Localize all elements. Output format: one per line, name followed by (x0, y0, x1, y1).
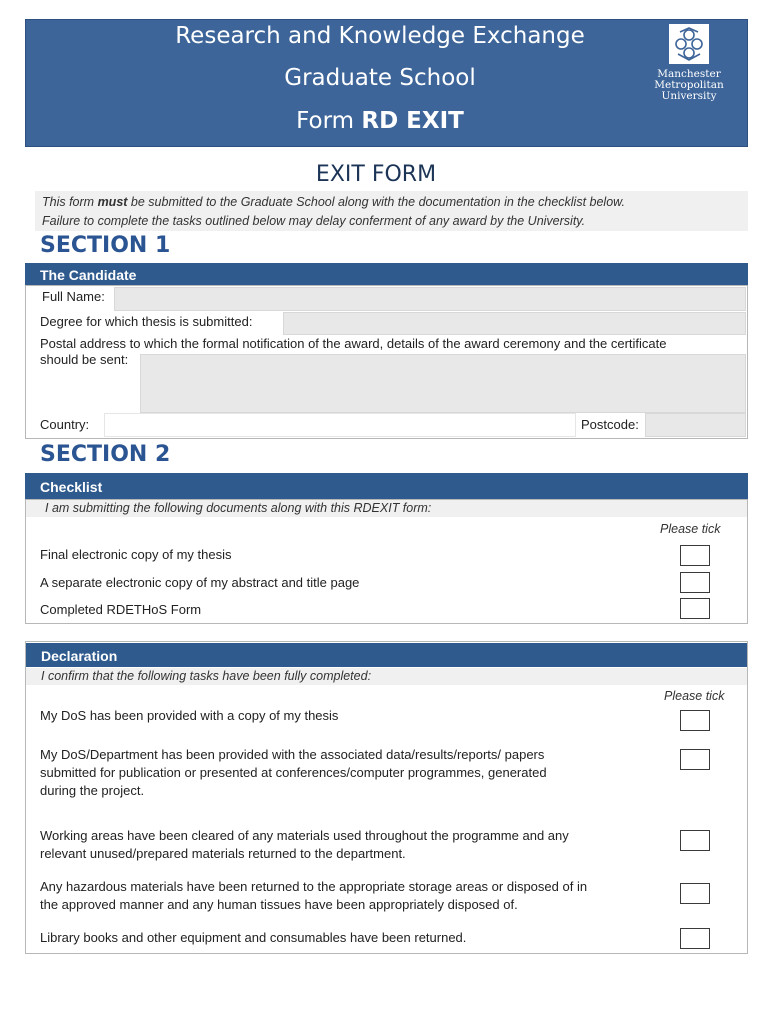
declaration-item: My DoS has been provided with a copy of my thesis (40, 708, 339, 723)
checklist-rdethos-checkbox[interactable] (680, 598, 710, 619)
postal-address-field[interactable] (140, 354, 746, 413)
declaration-hazardous-checkbox[interactable] (680, 883, 710, 904)
postcode-field[interactable] (645, 413, 746, 437)
declaration-working-areas-checkbox[interactable] (680, 830, 710, 851)
checklist-thesis-checkbox[interactable] (680, 545, 710, 566)
declaration-library-checkbox[interactable] (680, 928, 710, 949)
postal-address-label: Postal address to which the formal notification of the award, details of the award ceremony and the certificate should be sent: (40, 336, 667, 367)
form-title: EXIT FORM (315, 162, 437, 187)
candidate-bar: The Candidate (25, 263, 748, 285)
header-form-code: Form RD EXIT (296, 108, 464, 134)
university-logo-icon (669, 24, 709, 64)
checklist-item: Final electronic copy of my thesis (40, 547, 232, 562)
full-name-field[interactable] (114, 287, 746, 311)
declaration-bar: Declaration (26, 643, 747, 667)
degree-field[interactable] (283, 312, 746, 335)
header-title: Research and Knowledge Exchange (175, 23, 585, 49)
section-2-title: SECTION 2 (40, 442, 171, 467)
checklist-note: I am submitting the following documents along with this RDEXIT form: (26, 500, 747, 517)
checklist-item: A separate electronic copy of my abstract and title page (40, 575, 360, 590)
declaration-note: I confirm that the following tasks have been fully completed: (26, 668, 747, 685)
intro-line-1: This form must be submitted to the Graduate School along with the documentation in the checklist below. (42, 195, 625, 209)
declaration-item: Any hazardous materials have been returned to the appropriate storage areas or disposed of in the approved manner and any human tissues have been appropriately disposed of. (40, 879, 588, 912)
university-logo-text: Manchester Metropolitan University (654, 68, 724, 102)
section-1-title: SECTION 1 (40, 233, 171, 258)
header-banner (25, 19, 748, 147)
intro-line-2: Failure to complete the tasks outlined below may delay conferment of any award by the University. (42, 214, 586, 228)
degree-label: Degree for which thesis is submitted: (40, 314, 253, 329)
checklist-item: Completed RDETHoS Form (40, 602, 202, 617)
declaration-item: My DoS/Department has been provided with the associated data/results/reports/ papers submitted for publication or presented at conferences/computer programmes, generated during the project. (40, 747, 547, 798)
declaration-item: Library books and other equipment and consumables have been returned. (40, 930, 467, 945)
intro-note (35, 191, 748, 231)
full-name-label: Full Name: (42, 289, 105, 304)
header-subtitle: Graduate School (284, 65, 476, 91)
declaration-thesis-checkbox[interactable] (680, 710, 710, 731)
postcode-label: Postcode: (581, 417, 639, 432)
declaration-please-tick: Please tick (664, 689, 725, 703)
country-label: Country: (40, 417, 90, 432)
checklist-abstract-checkbox[interactable] (680, 572, 710, 593)
checklist-bar: Checklist (25, 473, 748, 499)
declaration-data-checkbox[interactable] (680, 749, 710, 770)
declaration-item: Working areas have been cleared of any materials used throughout the programme and any relevant unused/prepared materials returned to the department. (40, 828, 569, 861)
checklist-please-tick: Please tick (660, 522, 721, 536)
country-field[interactable] (104, 413, 576, 437)
